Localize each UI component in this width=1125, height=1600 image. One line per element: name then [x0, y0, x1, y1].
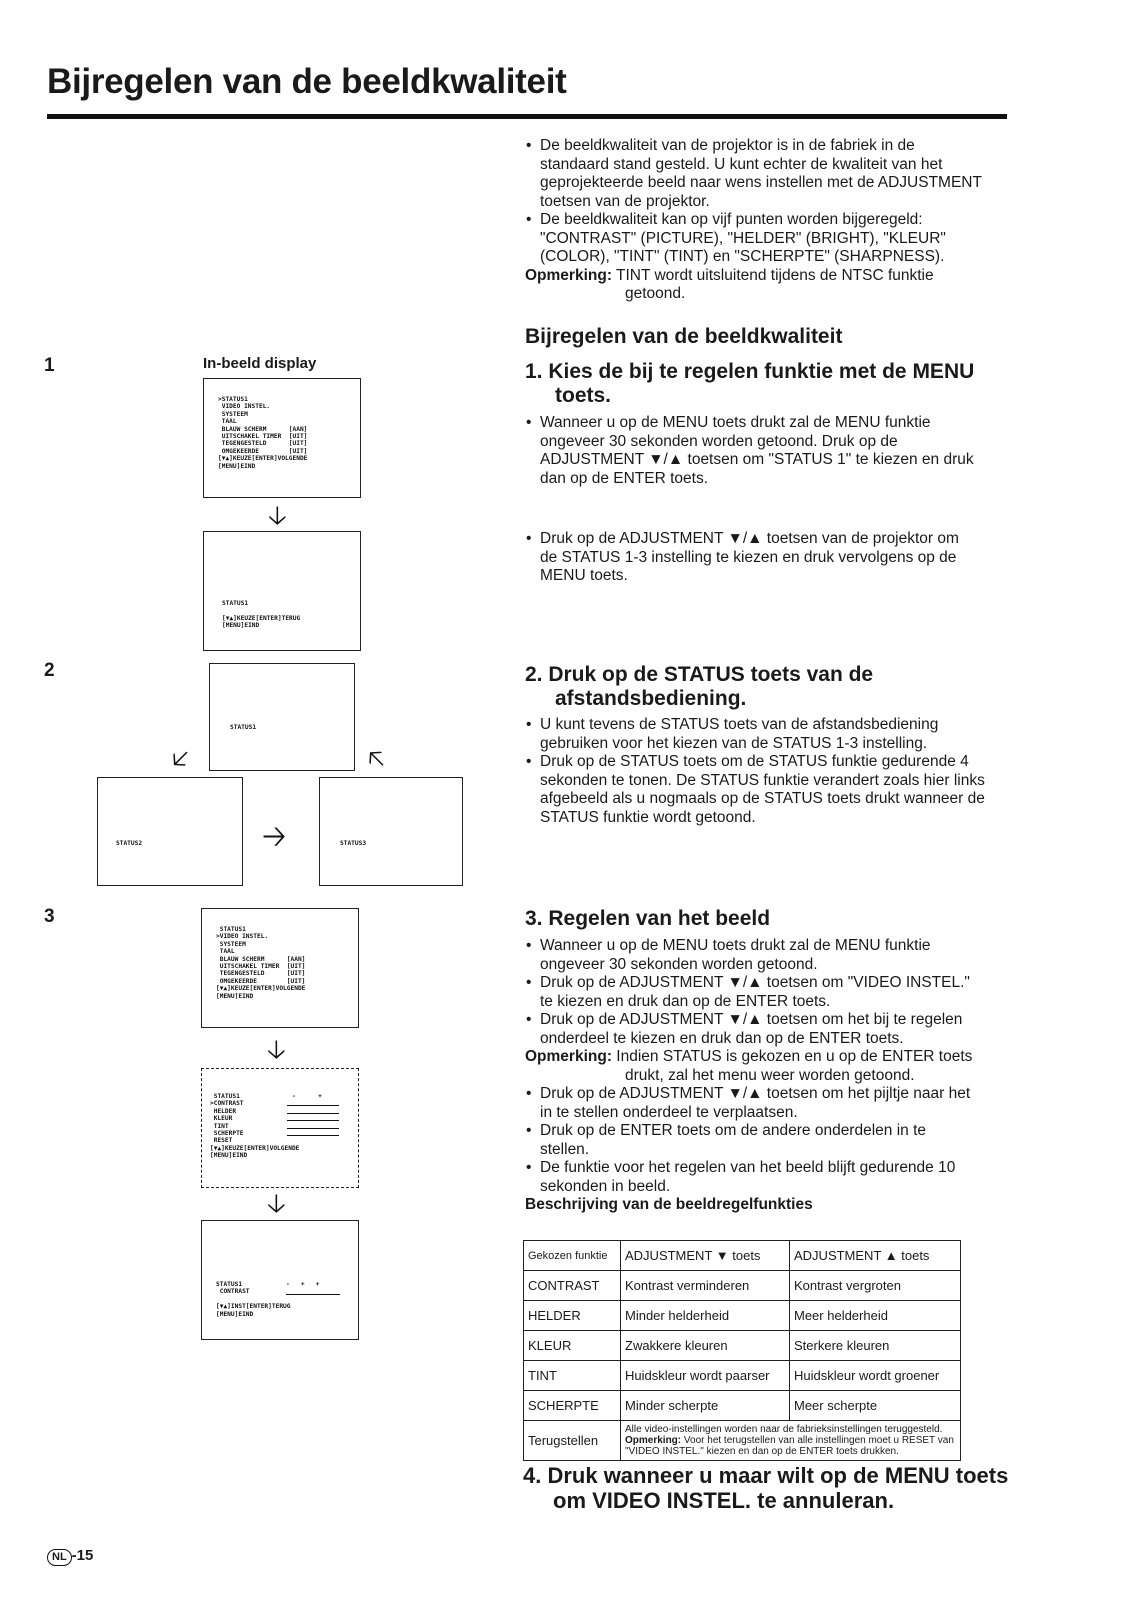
arrow-up-left-icon: 🡤: [368, 743, 385, 773]
table-cell: Terugstellen: [524, 1421, 621, 1461]
osd-slider-kleur: [287, 1120, 339, 1121]
osd-slider-scherpte: [287, 1135, 339, 1136]
intro-block: [525, 137, 985, 304]
page-footer: [47, 1547, 93, 1566]
table-reset-desc: [621, 1421, 961, 1461]
table-cell: TINT: [524, 1361, 621, 1391]
intro-bullet: • De beeldkwaliteit van de projektor is in de fabriek in de standaard stand gesteld. U kunt echter de kwaliteit van het geprojekteerde beeld naar wens instellen met de ADJUSTMENT toetsen van de projektor.: [525, 137, 985, 211]
table-cell: Minder helderheid: [621, 1301, 790, 1331]
table-cell: Minder scherpte: [621, 1391, 790, 1421]
osd-text: >STATUS1 VIDEO INSTEL. SYSTEEM TAAL BLAUW SCHERM [AAN] UITSCHAKEL TIMER [UIT] TEGENGESTELD [UIT] OMGEKEERDE [UIT] [▼▲]KEUZE[ENTER]VOLGENDE [MENU]EIND: [218, 396, 308, 470]
arrow-down-icon: 🡣: [267, 1034, 286, 1064]
osd-text: STATUS1 [▼▲]KEUZE[ENTER]TERUG [MENU]EIND: [222, 600, 301, 630]
table-row: [524, 1301, 961, 1331]
step-number-3: 3: [44, 906, 55, 927]
osd-text: STATUS1 CONTRAST [▼▲]INST[ENTER]TERUG [MENU]EIND: [216, 1281, 291, 1318]
table-header-cell: Gekozen funktie: [524, 1241, 621, 1271]
title-rule: [47, 114, 1007, 119]
step3-bullet: • De funktie voor het regelen van het beeld blijft gedurende 10 sekonden in beeld.: [525, 1159, 975, 1196]
step1-bullets-2: [525, 530, 975, 586]
osd-screen-8: [201, 1220, 359, 1340]
osd-text: STATUS1 >VIDEO INSTEL. SYSTEEM TAAL BLAUW SCHERM [AAN] UITSCHAKEL TIMER [UIT] TEGENGESTELD [UIT] OMGEKEERDE [UIT] [▼▲]KEUZE[ENTER]VOLGENDE [MENU]EIND: [216, 926, 306, 1000]
table-cell: Kontrast vergroten: [790, 1271, 961, 1301]
osd-slider-contrast: [287, 1105, 339, 1106]
table-cell: SCHERPTE: [524, 1391, 621, 1421]
osd-screen-7: [201, 1068, 359, 1188]
intro-note: [525, 267, 985, 304]
table-row: [524, 1361, 961, 1391]
table-header-cell: ADJUSTMENT ▼ toets: [621, 1241, 790, 1271]
osd-text: STATUS1 >CONTRAST HELDER KLEUR TINT SCHERPTE RESET [▼▲]KEUZE[ENTER]VOLGENDE [MENU]EIND: [210, 1093, 300, 1160]
osd-screen-2: [203, 531, 361, 651]
step2-heading: 2. Druk op de STATUS toets van de afstandsbediening.: [525, 663, 874, 710]
table-row: [524, 1331, 961, 1361]
table-row-reset: [524, 1421, 961, 1461]
intro-note-text: TINT wordt uitsluitend tijdens de NTSC funktie getoond.: [616, 266, 934, 302]
step1-heading: 1. Kies de bij te regelen funktie met de MENU toets.: [525, 360, 975, 407]
table-cell: KLEUR: [524, 1331, 621, 1361]
reset-text-2: Voor het terugstellen van alle instellingen moet u RESET van "VIDEO INSTEL." kiezen en dan op de ENTER toets drukken.: [625, 1435, 954, 1457]
osd-screen-5: [319, 777, 463, 886]
reset-text-1: Alle video-instellingen worden naar de fabrieksinstellingen teruggesteld.: [625, 1424, 943, 1435]
step3-bullets-2: [525, 1085, 975, 1196]
table-header-cell: ADJUSTMENT ▲ toets: [790, 1241, 961, 1271]
step3-bullet: • Druk op de ADJUSTMENT ▼/▲ toetsen om het pijltje naar het in te stellen onderdeel te verplaatsen.: [525, 1085, 975, 1122]
table-cell: Kontrast verminderen: [621, 1271, 790, 1301]
table-row: [524, 1391, 961, 1421]
step3-block: [525, 937, 975, 1215]
step2-bullet: • Druk op de STATUS toets om de STATUS funktie gedurende 4 sekonden te tonen. De STATUS funktie verandert zoals hier links afgebeeld als u nogmaals op de STATUS toets drukt wanneer de STATUS funktie wordt getoond.: [525, 753, 985, 827]
table-cell: Zwakkere kleuren: [621, 1331, 790, 1361]
step3-note: [525, 1048, 975, 1085]
step3-bullet: • Wanneer u op de MENU toets drukt zal de MENU funktie ongeveer 30 sekonden worden getoond.: [525, 937, 975, 974]
intro-bullets: [525, 137, 985, 267]
in-beeld-label: In-beeld display: [203, 355, 317, 372]
table-cell: HELDER: [524, 1301, 621, 1331]
table-title: Beschrijving van de beeldregelfunkties: [525, 1196, 813, 1213]
table-row: [524, 1271, 961, 1301]
step-number-2: 2: [44, 660, 55, 681]
osd-screen-4: [97, 777, 243, 886]
step3-bullet: • Druk op de ENTER toets om de andere onderdelen in te stellen.: [525, 1122, 975, 1159]
table-cell: Sterkere kleuren: [790, 1331, 961, 1361]
osd-text: STATUS3: [340, 840, 367, 847]
function-table: [523, 1240, 961, 1461]
osd-slider-contrast: [286, 1294, 340, 1295]
osd-screen-1: [203, 378, 361, 498]
intro-note-label: Opmerking:: [525, 266, 612, 284]
step2-bullet: • U kunt tevens de STATUS toets van de afstandsbediening gebruiken voor het kiezen van de STATUS 1-3 instelling.: [525, 716, 985, 753]
osd-screen-3: [209, 663, 355, 771]
step1-bullet: • Wanneer u op de MENU toets drukt zal de MENU funktie ongeveer 30 sekonden worden getoond. Druk op de ADJUSTMENT ▼/▲ toetsen om "STATUS 1" te kiezen en druk dan op de ENTER toets.: [525, 414, 975, 488]
page-title: Bijregelen van de beeldkwaliteit: [47, 62, 567, 101]
table-cell: CONTRAST: [524, 1271, 621, 1301]
table-cell: Huidskleur wordt paarser: [621, 1361, 790, 1391]
osd-scale-marks: - +: [292, 1093, 322, 1100]
step3-heading: 3. Regelen van het beeld: [525, 907, 771, 930]
table-header-row: [524, 1241, 961, 1271]
page-number: -15: [71, 1547, 94, 1564]
osd-slider-helder: [287, 1113, 339, 1114]
step3-bullet: • Druk op de ADJUSTMENT ▼/▲ toetsen om het bij te regelen onderdeel te kiezen en druk dan op de ENTER toets.: [525, 1011, 975, 1048]
section-heading: Bijregelen van de beeldkwaliteit: [525, 325, 843, 348]
table-cell: Meer scherpte: [790, 1391, 961, 1421]
step1-bullet: • Druk op de ADJUSTMENT ▼/▲ toetsen van de projektor om de STATUS 1-3 instelling te kiezen en druk vervolgens op de MENU toets.: [525, 530, 975, 586]
step4-heading: 4. Druk wanneer u maar wilt op de MENU toets om VIDEO INSTEL. te annuleran.: [523, 1463, 1009, 1513]
osd-text: STATUS2: [116, 840, 143, 847]
step3-bullet: • Druk op de ADJUSTMENT ▼/▲ toetsen om "VIDEO INSTEL." te kiezen en druk dan op de ENTER toets.: [525, 974, 975, 1011]
step3-bullets: [525, 937, 975, 1048]
osd-text: STATUS1: [230, 724, 257, 731]
step-number-1: 1: [44, 355, 55, 376]
osd-screen-6: [201, 908, 359, 1028]
arrow-right-icon: 🡢: [262, 820, 287, 853]
step3-note-text: Indien STATUS is gekozen en u op de ENTER toets drukt, zal het menu weer worden getoond.: [616, 1048, 973, 1084]
step1-bullets: [525, 414, 975, 488]
osd-scale-marks: - + +: [286, 1281, 320, 1288]
table-cell: Huidskleur wordt groener: [790, 1361, 961, 1391]
table-cell: Meer helderheid: [790, 1301, 961, 1331]
intro-bullet: • De beeldkwaliteit kan op vijf punten worden bijgeregeld: "CONTRAST" (PICTURE), "HELDER" (BRIGHT), "KLEUR" (COLOR), "TINT" (TINT) en "SCHERPTE" (SHARPNESS).: [525, 211, 985, 267]
arrow-down-icon: 🡣: [268, 500, 287, 530]
arrow-down-left-icon: 🡧: [172, 743, 189, 773]
arrow-down-icon: 🡣: [267, 1188, 286, 1218]
nl-badge: NL: [47, 1549, 72, 1566]
step2-bullets: [525, 716, 985, 827]
osd-slider-tint: [287, 1128, 339, 1129]
step3-note-label: Opmerking:: [525, 1048, 612, 1065]
reset-note-label: Opmerking:: [625, 1435, 682, 1446]
